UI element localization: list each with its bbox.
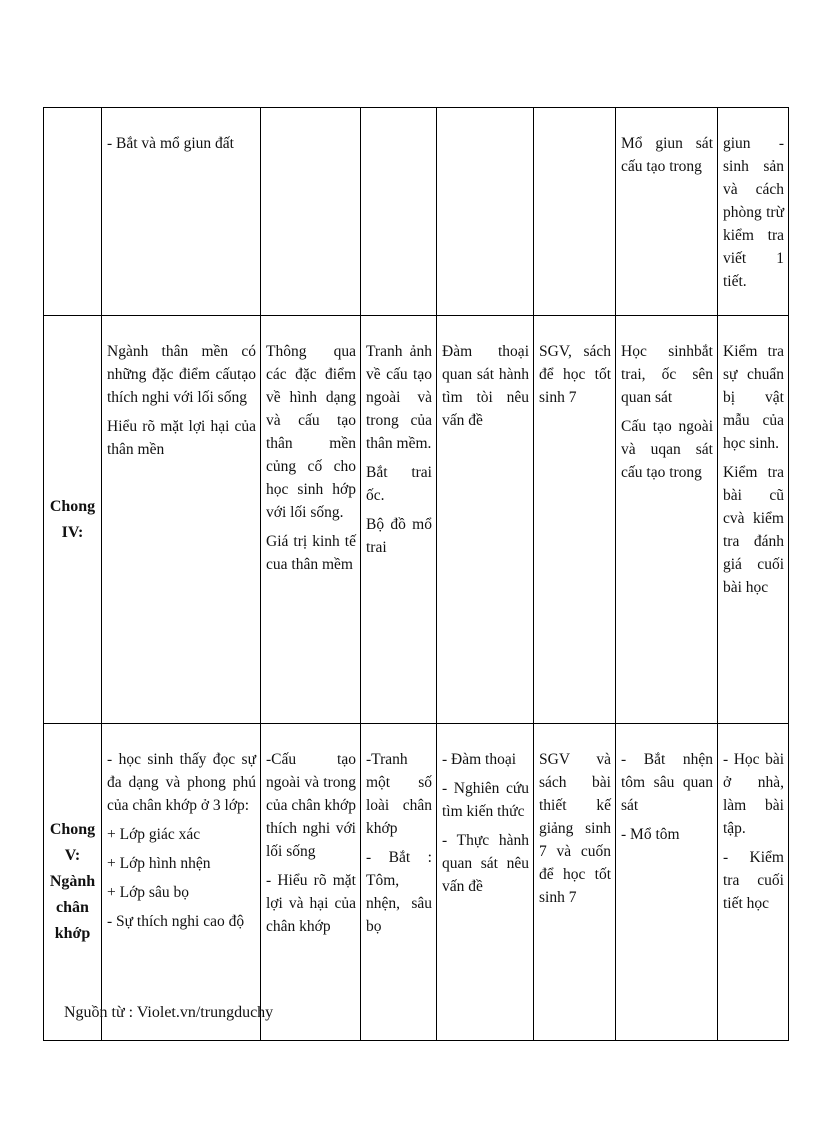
table-cell bbox=[616, 108, 718, 316]
cell-paragraph: SGV, sách để học tốt sinh 7 bbox=[539, 343, 611, 406]
cell-paragraph: + Lớp sâu bọ bbox=[107, 884, 189, 901]
table-cell bbox=[534, 108, 616, 316]
cell-paragraph: - Bắt nhện tôm sâu quan sát bbox=[621, 751, 713, 814]
cell-paragraph: Bộ đồ mổ trai bbox=[366, 516, 432, 556]
table-cell bbox=[437, 316, 534, 724]
cell-paragraph: - học sinh thấy đọc sự đa dạng và phong phú của chân khớp ở 3 lớp: bbox=[107, 751, 256, 814]
table-cell bbox=[534, 316, 616, 724]
table-cell bbox=[102, 316, 261, 724]
cell-paragraph: Kiểm tra sự chuẩn bị vật mẫu của học sinh. bbox=[723, 343, 784, 452]
lesson-plan-table bbox=[43, 107, 789, 1041]
table-cell bbox=[718, 724, 789, 1041]
cell-paragraph: - Học bài ở nhà, làm bài tập. bbox=[723, 751, 784, 837]
table-cell bbox=[718, 108, 789, 316]
table-cell bbox=[102, 724, 261, 1041]
cell-paragraph: Kiểm tra bài cũ cvà kiểm tra đánh giá cuối bài học bbox=[723, 464, 784, 596]
cell-paragraph: - Nghiên cứu tìm kiến thức bbox=[442, 780, 529, 820]
cell-paragraph: Tranh ảnh về cấu tạo ngoài và trong của thân mềm. bbox=[366, 343, 432, 452]
cell-paragraph: - Mổ tôm bbox=[621, 826, 680, 843]
cell-paragraph: Thông qua các đặc điểm về hình dạng và cấu tạo thân mền củng cố cho học sinh hớp với lối sống. bbox=[266, 343, 356, 521]
cell-paragraph: - Hiểu rõ mặt lợi và hại của chân khớp bbox=[266, 872, 356, 935]
cell-paragraph: Mổ giun sát cấu tạo trong bbox=[621, 135, 713, 175]
cell-paragraph: Giá trị kinh tế cua thân mềm bbox=[266, 533, 356, 573]
table-cell bbox=[361, 108, 437, 316]
cell-paragraph: -Tranh một số loài chân khớp bbox=[366, 751, 432, 837]
table-cell bbox=[616, 724, 718, 1041]
table-cell bbox=[534, 724, 616, 1041]
cell-paragraph: - Bắt và mổ giun đất bbox=[107, 135, 234, 152]
table-cell bbox=[437, 108, 534, 316]
cell-paragraph: - Sự thích nghi cao độ bbox=[107, 913, 245, 930]
chapter-cell bbox=[44, 108, 102, 316]
table-cell bbox=[102, 108, 261, 316]
table-cell bbox=[361, 724, 437, 1041]
cell-paragraph: - Đàm thoại bbox=[442, 751, 517, 768]
table-row bbox=[44, 108, 789, 316]
table-cell bbox=[261, 108, 361, 316]
cell-paragraph: -Cấu tạo ngoài và trong của chân khớp thích nghi với lối sống bbox=[266, 751, 356, 860]
cell-paragraph: - Thực hành quan sát nêu vấn đề bbox=[442, 832, 529, 895]
cell-paragraph: Cấu tạo ngoài và uqan sát cấu tạo trong bbox=[621, 418, 713, 481]
cell-paragraph: - Kiểm tra cuối tiết học bbox=[723, 849, 784, 912]
cell-paragraph: Hiểu rõ mặt lợi hại của thân mền bbox=[107, 418, 256, 458]
table-cell bbox=[718, 316, 789, 724]
source-note: Nguồn từ : Violet.vn/trungduchy bbox=[64, 1004, 274, 1021]
cell-paragraph: Ngành thân mền có những đặc điểm cấutạo thích nghi với lối sống bbox=[107, 343, 256, 406]
table-cell bbox=[261, 724, 361, 1041]
cell-paragraph: Học sinhbắt trai, ốc sên quan sát bbox=[621, 343, 713, 406]
cell-paragraph: giun - sinh sản và cách phòng trừ kiểm tra viết 1 tiết. bbox=[723, 135, 784, 290]
cell-paragraph: + Lớp hình nhện bbox=[107, 855, 211, 872]
table-cell bbox=[361, 316, 437, 724]
cell-paragraph: - Bắt : Tôm, nhện, sâu bọ bbox=[366, 849, 432, 935]
chapter-cell: Chong V: Ngành chân khớp bbox=[44, 724, 102, 1041]
table-cell bbox=[437, 724, 534, 1041]
table-cell bbox=[261, 316, 361, 724]
cell-paragraph: SGV và sách bài thiết kế giảng sinh 7 và cuốn để học tốt sinh 7 bbox=[539, 751, 611, 906]
table-row bbox=[44, 316, 789, 724]
table-cell bbox=[616, 316, 718, 724]
table-row bbox=[44, 724, 789, 1041]
chapter-cell: Chong IV: bbox=[44, 316, 102, 724]
cell-paragraph: Bắt trai ốc. bbox=[366, 464, 432, 504]
cell-paragraph: + Lớp giác xác bbox=[107, 826, 201, 843]
cell-paragraph: Đàm thoại quan sát hành tìm tòi nêu vấn đề bbox=[442, 343, 529, 429]
